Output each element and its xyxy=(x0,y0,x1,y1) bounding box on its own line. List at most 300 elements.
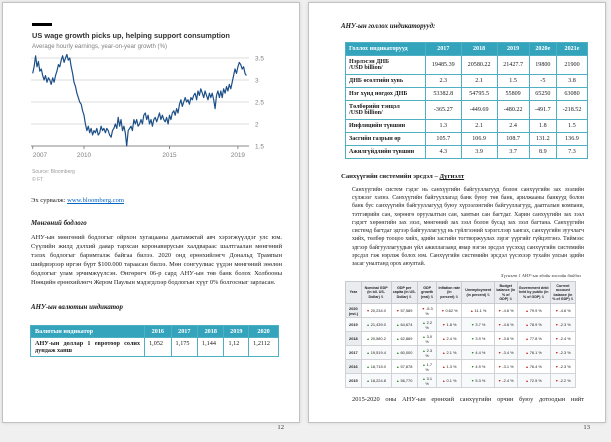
cell-value xyxy=(418,360,437,374)
column-header-year: 2017 xyxy=(171,325,197,337)
cell-value: 3.9 xyxy=(461,146,497,159)
trend-up-icon: ▲ xyxy=(442,337,446,342)
cell-number: -3.4 % xyxy=(502,350,514,356)
row-label xyxy=(346,120,426,133)
cell-value xyxy=(517,374,550,388)
cell-value xyxy=(437,374,462,388)
cell-value xyxy=(462,318,495,332)
trend-down-icon: ▼ xyxy=(497,351,502,356)
cell-number: 64,674 xyxy=(400,322,413,328)
row-label xyxy=(346,133,426,146)
cell-value: 1.3 xyxy=(425,120,461,133)
trend-down-icon: ▼ xyxy=(555,337,559,342)
cell-number: 19,519.4 xyxy=(370,350,386,356)
cell-number: 77.8 % xyxy=(529,336,542,342)
row-label-line1: Нэрлэсэн ДНБ xyxy=(349,59,390,65)
column-header-label: Inflation rate (in percent) xyxy=(438,285,461,299)
cell-number: 56,770 xyxy=(400,378,413,384)
source-reference xyxy=(31,197,299,204)
table-header-row xyxy=(346,282,576,304)
cell-value xyxy=(437,360,462,374)
cell-value xyxy=(550,332,575,346)
cell-value: 63080 xyxy=(556,88,587,101)
sort-icon: ⇅ xyxy=(380,294,384,299)
trend-down-icon: ▼ xyxy=(471,323,475,328)
cell-value xyxy=(437,332,462,346)
cell-value: 7.3 xyxy=(556,146,587,159)
table-row xyxy=(346,146,588,159)
trend-down-icon: ▼ xyxy=(471,365,475,370)
trend-down-icon: ▼ xyxy=(497,323,502,328)
cell-value xyxy=(495,374,518,388)
x-axis-tick-label: 2015 xyxy=(162,152,177,159)
trend-up-icon: ▲ xyxy=(366,351,370,356)
cell-value xyxy=(391,318,418,332)
column-header xyxy=(437,282,462,304)
column-header-indicator: Валютын индикатор xyxy=(31,325,145,337)
table-row xyxy=(346,56,588,75)
row-label-line1: Засгийн газрын өр xyxy=(349,136,401,142)
column-header xyxy=(346,282,362,304)
trend-down-icon: ▼ xyxy=(497,309,502,314)
cell-year: 2018 xyxy=(346,332,362,346)
trend-up-icon: ▲ xyxy=(525,323,529,328)
wage-growth-line xyxy=(33,55,247,147)
row-label-line1: ДНБ өсөлтийн хувь xyxy=(349,78,404,84)
cell-number: 0.62 % xyxy=(445,308,458,314)
column-header-label: Current account balance (in % of GDP) xyxy=(552,283,573,302)
cell-value xyxy=(517,332,550,346)
column-header xyxy=(495,282,518,304)
ft-accent-bar xyxy=(32,23,52,26)
cell-number: -2.2 % xyxy=(559,378,571,384)
cell-value xyxy=(391,332,418,346)
cell-number: 62,869 xyxy=(400,336,413,342)
cell-number: 18,715.0 xyxy=(370,364,386,370)
table-header-row xyxy=(31,325,279,337)
cell-value: -491.7 xyxy=(529,101,556,120)
column-header-label: Year xyxy=(349,290,358,295)
trend-up-icon: ▲ xyxy=(396,351,400,356)
cell-number: -3.8 % xyxy=(502,336,514,342)
cell-value: 1,144 xyxy=(198,337,224,356)
y-axis-tick-label: 2 xyxy=(255,121,259,129)
cell-number: 72.5 % xyxy=(529,378,542,384)
sort-icon: ⇅ xyxy=(409,294,412,299)
cell-year: 2015 xyxy=(346,374,362,388)
cell-value xyxy=(550,374,575,388)
column-header-label: Budget balance (in % of GDP) xyxy=(496,283,516,302)
cell-value: 2.3 xyxy=(425,75,461,88)
table-row xyxy=(346,346,576,360)
cell-value: 19800 xyxy=(529,56,556,75)
cell-value xyxy=(517,304,550,318)
sort-icon: ⇅ xyxy=(541,294,545,299)
row-label xyxy=(346,75,426,88)
cell-number: -4.6 % xyxy=(502,308,514,314)
trend-up-icon: ▲ xyxy=(396,365,400,370)
cell-value xyxy=(495,318,518,332)
column-header-label: Unemployment (in percent) xyxy=(465,288,492,297)
sort-icon: ⇅ xyxy=(570,297,574,302)
sort-icon: ⇅ xyxy=(509,297,513,302)
x-axis-tick-label: 2010 xyxy=(76,152,92,159)
cell-value: 136.9 xyxy=(556,133,587,146)
trend-up-icon: ▲ xyxy=(422,376,426,381)
currency-table xyxy=(30,325,279,357)
row-label xyxy=(346,56,426,75)
cell-number: -5.3 % xyxy=(425,305,433,316)
chart-title: US wage growth picks up, helping support consumption xyxy=(32,31,230,40)
cell-value xyxy=(517,346,550,360)
cell-number: 57,878 xyxy=(400,364,413,370)
cell-value xyxy=(391,360,418,374)
cell-year: 2020 (est.) xyxy=(346,304,362,318)
cell-value xyxy=(361,332,391,346)
row-label xyxy=(346,101,426,120)
sort-icon: ⇅ xyxy=(455,294,459,299)
column-header-year: 2020 xyxy=(249,325,279,337)
cell-value: 131.2 xyxy=(529,133,556,146)
cell-value xyxy=(495,304,518,318)
cell-value: 19485.39 xyxy=(425,56,461,75)
section-heading-prefix: Санхүүгийн системийн эрсдэл – xyxy=(341,173,440,180)
cell-value xyxy=(550,360,575,374)
column-header-year: 2020e xyxy=(529,43,556,56)
sort-icon: ⇅ xyxy=(430,294,434,299)
cell-value xyxy=(517,318,550,332)
cell-number: 21,439.0 xyxy=(370,322,386,328)
trend-up-icon: ▲ xyxy=(366,365,370,370)
cell-value xyxy=(495,360,518,374)
trend-down-icon: ▼ xyxy=(497,379,502,384)
table-header-row xyxy=(346,43,588,56)
cell-value xyxy=(550,346,575,360)
chart-source-line1: Source: Bloomberg xyxy=(32,169,75,175)
cell-value xyxy=(418,374,437,388)
trend-up-icon: ▲ xyxy=(525,309,529,314)
column-header xyxy=(517,282,550,304)
cell-value xyxy=(437,346,462,360)
cell-value: 3.8 xyxy=(556,75,587,88)
column-header xyxy=(418,282,437,304)
cell-value xyxy=(550,304,575,318)
cell-value xyxy=(462,360,495,374)
table-row xyxy=(346,120,588,133)
sort-icon: ⇅ xyxy=(487,292,490,297)
cell-value xyxy=(462,346,495,360)
cell-number: 76.4 % xyxy=(529,364,542,370)
document-page-12 xyxy=(2,2,300,431)
row-label xyxy=(346,146,426,159)
trend-up-icon: ▲ xyxy=(442,379,446,384)
cell-value: 21427.7 xyxy=(497,56,529,75)
trend-up-icon: ▲ xyxy=(525,337,529,342)
cell-value: 105.7 xyxy=(425,133,461,146)
cell-value xyxy=(361,304,391,318)
table-row xyxy=(346,304,576,318)
table-row xyxy=(346,332,576,346)
cell-number: 1.3 % xyxy=(446,364,457,370)
cell-number: -2.4 % xyxy=(502,378,514,384)
chart-source-line2: © FT xyxy=(32,176,44,183)
cell-number: 3.9 % xyxy=(475,336,486,342)
column-header xyxy=(361,282,391,304)
cell-value xyxy=(418,318,437,332)
cell-value xyxy=(495,332,518,346)
cell-value xyxy=(495,346,518,360)
cell-number: 4.4 % xyxy=(475,350,486,356)
cell-value xyxy=(462,332,495,346)
trend-down-icon: ▼ xyxy=(555,323,559,328)
cell-value: 1,12 xyxy=(224,337,249,356)
cell-number: 1.7 % xyxy=(425,361,432,372)
trend-down-icon: ▼ xyxy=(471,379,475,384)
trend-down-icon: ▼ xyxy=(555,379,559,384)
cell-value: 53382.8 xyxy=(425,88,461,101)
section-heading-monetary-policy: Мөнгөний бодлого xyxy=(31,220,87,227)
cell-number: 4.9 % xyxy=(475,364,486,370)
column-header-label: Nominal GDP (in bil. US-Dollar) xyxy=(364,285,388,299)
page-number-left: 12 xyxy=(277,424,284,431)
table-row xyxy=(346,75,588,88)
cell-value: 106.9 xyxy=(461,133,497,146)
main-indicators-title: АНУ-ын голлох индикаторууд: xyxy=(341,23,436,30)
section-heading-financial-risk xyxy=(341,173,585,180)
cell-number: 1.8 % xyxy=(446,322,457,328)
column-header-year: 2018 xyxy=(198,325,224,337)
cell-value xyxy=(391,346,418,360)
cell-value: 108.7 xyxy=(497,133,529,146)
trend-down-icon: ▼ xyxy=(497,365,502,370)
column-header xyxy=(462,282,495,304)
trend-up-icon: ▲ xyxy=(525,379,529,384)
cell-value: 2.4 xyxy=(497,120,529,133)
cell-value: 65250 xyxy=(529,88,556,101)
cell-number: 2.4 % xyxy=(446,336,457,342)
cell-number: -4.6 % xyxy=(502,322,514,328)
cell-value xyxy=(361,374,391,388)
page-number-right: 13 xyxy=(583,424,590,431)
trend-up-icon: ▲ xyxy=(366,323,370,328)
cell-number: 78.9 % xyxy=(529,322,542,328)
cell-number: 76.1 % xyxy=(529,350,542,356)
table-row xyxy=(346,318,576,332)
cell-number: 0.1 % xyxy=(446,378,457,384)
column-header-indicator: Голлох индикаторууд xyxy=(346,43,426,56)
cell-value: 21900 xyxy=(556,56,587,75)
column-header-year: 2018 xyxy=(461,43,497,56)
column-header-year: 2021e xyxy=(556,43,587,56)
y-axis-tick-label: 1.5 xyxy=(255,143,264,151)
cell-value: 1.8 xyxy=(529,120,556,133)
cell-value xyxy=(437,318,462,332)
y-axis-tick-label: 3 xyxy=(255,77,259,85)
wage-chart xyxy=(31,23,283,184)
cell-value: 1.5 xyxy=(556,120,587,133)
trend-up-icon: ▲ xyxy=(422,334,426,339)
cell-value: 2.1 xyxy=(461,120,497,133)
cell-number: 3.1 % xyxy=(425,375,432,386)
trend-up-icon: ▲ xyxy=(525,351,529,356)
bottom-continuation-text: 2015-2020 оны АНУ-ын ерөнхий санхүүгийн орчин буюу дотоодын нийт xyxy=(352,396,584,404)
y-axis-tick-label: 3.5 xyxy=(255,55,264,63)
cell-value: 1,175 xyxy=(171,337,197,356)
cell-value xyxy=(437,304,462,318)
cell-value xyxy=(418,304,437,318)
cell-number: -4.6 % xyxy=(559,308,571,314)
table-row xyxy=(346,88,588,101)
cell-value xyxy=(391,374,418,388)
cell-value: 1,2112 xyxy=(249,337,279,356)
chart-source xyxy=(32,169,283,184)
cell-value: 8.9 xyxy=(529,146,556,159)
cell-value xyxy=(517,360,550,374)
cell-number: 3.0 % xyxy=(425,333,432,344)
cell-number: 3.7 % xyxy=(475,322,486,328)
cell-number: 57,589 xyxy=(400,308,413,314)
cell-value: 1.5 xyxy=(497,75,529,88)
trend-down-icon: ▼ xyxy=(366,309,370,314)
cell-value: 55809 xyxy=(497,88,529,101)
cell-number: -3.1 % xyxy=(502,364,514,370)
wage-chart-svg xyxy=(31,54,283,162)
table-row xyxy=(346,101,588,120)
section-heading-currency-indicator: АНУ-ын валютын индикатор xyxy=(31,303,123,311)
column-header-year: 2016 xyxy=(145,325,171,337)
trend-up-icon: ▲ xyxy=(422,320,426,325)
row-label xyxy=(346,88,426,101)
cell-value xyxy=(462,304,495,318)
trend-down-icon: ▼ xyxy=(555,351,559,356)
table-row xyxy=(31,337,279,356)
indicators-table xyxy=(345,42,588,159)
cell-number: 2.1 % xyxy=(446,350,457,356)
cell-value xyxy=(550,318,575,332)
trend-up-icon: ▲ xyxy=(525,365,529,370)
cell-value xyxy=(462,374,495,388)
trend-down-icon: ▼ xyxy=(555,365,559,370)
trend-down-icon: ▼ xyxy=(471,351,475,356)
stats-table-caption: Хүснэгт 1 АНУ-ын эдийн засгийн байдал xyxy=(500,273,581,279)
trend-up-icon: ▲ xyxy=(422,348,426,353)
trend-up-icon: ▲ xyxy=(366,337,370,342)
monetary-policy-paragraph: АНУ-ын мөнгөний бодлогыг ойрхон хугацааны даатамжтай авч хэрэгжүүлдэг улс юм. Сүүлийн жилд дэлхий даяар тархсан коронавирусын халдвараас шалтгаалан мөнгөний тэлэх бодлогыг баримталж байгаа билээ. 2020 онд ерөнхийлөгч Дональд Трампын шийдвэрээр иргэн бүрт $100.000 тараасан билээ. Мөн сонгуулиас үүдэн мөнгөний зөөлөн бодлогыг улам эрчимжүүлсэн. Өнгөрөгч 06-р сард АНУ-ын төв банк болох Холбооны Нөөцийн ерөнхийлөгч Жером Паулын мэдэгдлээр бодлогын хүүг 0% болгосныг зарласан. xyxy=(31,234,282,286)
cell-number: 20,234.0 xyxy=(370,308,386,314)
table-row xyxy=(346,360,576,374)
bloomberg-link[interactable]: www.bloomberg.com xyxy=(67,197,125,204)
cell-number: -2.3 % xyxy=(559,322,571,328)
cell-value: 2.1 xyxy=(461,75,497,88)
column-header xyxy=(391,282,418,304)
table-row xyxy=(346,374,576,388)
source-reference-label: Эх сурвалж: xyxy=(31,197,68,204)
row-label-line1: Төлбөрийн тэнцэл xyxy=(349,104,400,110)
trend-up-icon: ▲ xyxy=(442,351,446,356)
cell-year: 2019 xyxy=(346,318,362,332)
cell-value: -449.69 xyxy=(461,101,497,120)
trend-down-icon: ▼ xyxy=(396,309,400,314)
cell-value xyxy=(418,332,437,346)
column-header-label: GDP per capita (in US-Dollar) xyxy=(392,285,416,299)
trend-down-icon: ▼ xyxy=(497,337,502,342)
financial-system-paragraph: Санхүүгийн систем гэдэг нь санхүүгийн байгууллагууд болон санхүүгийн зах зээлийн сүлжээг хэлнэ. Санхүүгийн байгууллагад банк буюу төв банк, арилжааны банкууд болон банк бус санхүүгийн байгууллагууд буюу хүрээлэнгийн байгууллагууд, даатгалын компани, тэтгэврийн сан, хөрөнгө оруулалтын сан, хамтын сан багтдаг. Харин санхүүгийн зах зээл гэдэгт хөрөнгийн зах зээл, мөнгөний зах зээл болон бусад зах зээл багтана. Санхүүгийн системд багтдаг эдгээр байгууллагууд нь гүйлгээний хэрэгслээр хангах, санхүүгийн зуучлагч хийх, төлбөр тооцоо хийх, эдийн засгийн тогтворжуулах зэрэг үүргийг гүйцэтгэнэ. Тиймээс эдгээр байгууллагуудын үйл ажиллагаанд ямар нэгэн эрсдэл үүсэхэд санхүүгийн системийн эрсдэл гэж нэрлэж болох юм. Санхүүгийн системийн эрсдэл үүсэхээр тухайн улсын эдийн засаг уналтанд орох аюултай. xyxy=(352,187,584,267)
chart-subtitle: Average hourly earnings, year-on-year growth (%) xyxy=(32,43,168,50)
cell-number: -2.4 % xyxy=(559,336,571,342)
column-header-year: 2017 xyxy=(425,43,461,56)
cell-number: -2.3 % xyxy=(559,364,571,370)
trend-down-icon: ▼ xyxy=(442,323,446,328)
trend-up-icon: ▲ xyxy=(422,362,426,367)
cell-value: -365.27 xyxy=(425,101,461,120)
cell-year: 2016 xyxy=(346,360,362,374)
document-page-13 xyxy=(308,2,606,431)
row-label-line1: Ажилгүйдлийн түвшин xyxy=(349,149,415,155)
row-label-line2: /USD billion/ xyxy=(349,110,383,116)
trend-up-icon: ▲ xyxy=(442,365,446,370)
trend-up-icon: ▲ xyxy=(396,337,400,342)
cell-number: 2.2 % xyxy=(425,319,432,330)
column-header-year: 2019 xyxy=(224,325,249,337)
trend-down-icon: ▼ xyxy=(441,309,445,314)
x-axis-tick-label: 2019 xyxy=(230,152,245,159)
cell-number: 20,580.2 xyxy=(370,336,386,342)
cell-number: 5.3 % xyxy=(475,378,486,384)
row-label-line1: Инфляцийн түвшин xyxy=(349,123,406,129)
section-heading-underlined: Дүгнэлт xyxy=(439,173,465,180)
trend-down-icon: ▼ xyxy=(471,337,475,342)
cell-number: 60,000 xyxy=(400,350,413,356)
column-header-year: 2019 xyxy=(497,43,529,56)
x-axis-tick-label: 2007 xyxy=(32,152,48,159)
trend-up-icon: ▲ xyxy=(470,309,474,314)
cell-value xyxy=(361,318,391,332)
row-label-line2: /USD billion/ xyxy=(349,65,383,71)
trend-up-icon: ▲ xyxy=(366,379,370,384)
cell-number: 79.9 % xyxy=(529,308,542,314)
cell-value xyxy=(391,304,418,318)
cell-year: 2017 xyxy=(346,346,362,360)
cell-value xyxy=(361,360,391,374)
column-header xyxy=(550,282,575,304)
cell-value: 20580.22 xyxy=(461,56,497,75)
cell-number: 11.1 % xyxy=(474,308,487,314)
y-axis-tick-label: 2.5 xyxy=(255,99,264,107)
cell-value xyxy=(418,346,437,360)
cell-value: 54795.5 xyxy=(461,88,497,101)
cell-number: 2.3 % xyxy=(425,347,432,358)
row-label-line1: Нэг хүнд ногдох ДНБ xyxy=(349,91,408,97)
trend-down-icon: ▼ xyxy=(421,306,425,311)
cell-value: -480.22 xyxy=(497,101,529,120)
row-label: АНУ-ын доллар 1 евротоор солих дундаж ханш xyxy=(31,337,145,356)
trend-up-icon: ▲ xyxy=(396,323,400,328)
cell-value: -5 xyxy=(529,75,556,88)
cell-value: 4.3 xyxy=(425,146,461,159)
column-header-label: GDP growth (real) xyxy=(420,285,434,299)
trend-down-icon: ▼ xyxy=(555,309,559,314)
cell-value: -218.52 xyxy=(556,101,587,120)
trend-up-icon: ▲ xyxy=(396,379,400,384)
cell-value: 3.7 xyxy=(497,146,529,159)
cell-number: 18,224.8 xyxy=(370,378,386,384)
table-row xyxy=(346,133,588,146)
cell-value xyxy=(361,346,391,360)
column-header-label: Government debt held by public (in % of GDP) xyxy=(518,285,549,299)
us-economy-stats-table xyxy=(345,281,576,388)
cell-number: -2.3 % xyxy=(559,350,571,356)
cell-value: 1,052 xyxy=(145,337,171,356)
